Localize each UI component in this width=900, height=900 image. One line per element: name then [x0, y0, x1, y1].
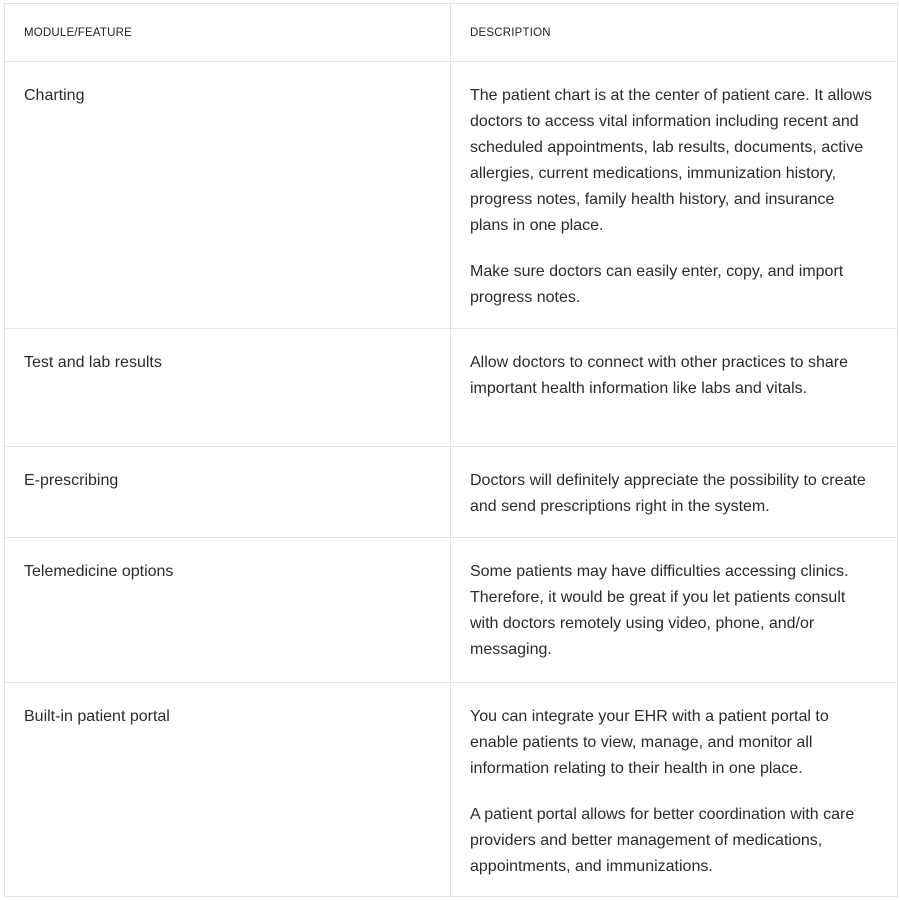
- column-header-feature: [5, 4, 451, 62]
- table-header-row: [5, 4, 898, 62]
- feature-table: [4, 3, 898, 897]
- column-header-feature-label: MODULE/FEATURE: [24, 26, 133, 39]
- feature-cell: [5, 447, 451, 538]
- table-row: [5, 538, 898, 683]
- feature-cell: [5, 62, 451, 329]
- description-paragraph: The patient chart is at the center of patient care. It allows doctors to access vital information including recent and scheduled appointments, lab results, documents, active allergies, current medications, immunization history, progress notes, family health history, and insurance plans in one place.: [470, 87, 872, 234]
- description-cell: [451, 683, 898, 897]
- feature-name: Telemedicine options: [24, 563, 174, 580]
- description-cell: [451, 447, 898, 538]
- column-header-description: [451, 4, 898, 62]
- feature-cell: [5, 329, 451, 447]
- feature-name: Charting: [24, 87, 85, 104]
- table-row: [5, 683, 898, 897]
- feature-name: Test and lab results: [24, 354, 162, 371]
- feature-name: E-prescribing: [24, 472, 119, 489]
- feature-name: Built-in patient portal: [24, 708, 170, 725]
- description-cell: [451, 329, 898, 447]
- description-paragraph: You can integrate your EHR with a patient portal to enable patients to view, manage, and monitor all information relating to their health in one place.: [470, 708, 829, 777]
- column-header-description-label: DESCRIPTION: [470, 26, 551, 39]
- table-row: [5, 447, 898, 538]
- description-paragraph: Some patients may have difficulties accessing clinics. Therefore, it would be great if you let patients consult with doctors remotely using video, phone, and/or messaging.: [470, 563, 849, 658]
- description-paragraph: Doctors will definitely appreciate the possibility to create and send prescriptions right in the system.: [470, 472, 866, 515]
- feature-cell: [5, 538, 451, 683]
- description-cell: [451, 538, 898, 683]
- description-cell: [451, 62, 898, 329]
- feature-cell: [5, 683, 451, 897]
- table-row: [5, 329, 898, 447]
- description-paragraph: A patient portal allows for better coordination with care providers and better management of medications, appointments, and immunizations.: [470, 806, 855, 875]
- description-paragraph: Allow doctors to connect with other practices to share important health information like labs and vitals.: [470, 354, 848, 397]
- description-paragraph: Make sure doctors can easily enter, copy, and import progress notes.: [470, 263, 844, 306]
- table-row: [5, 62, 898, 329]
